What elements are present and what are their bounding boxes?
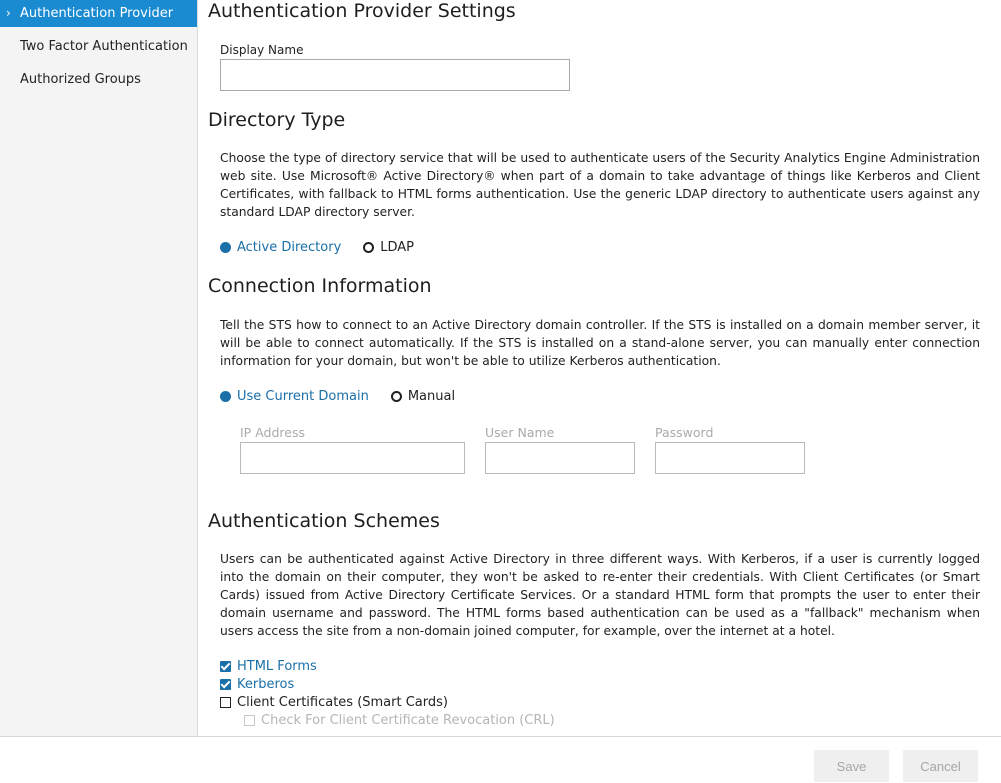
password-input[interactable] [655,442,805,474]
sidebar [0,0,198,736]
cancel-button[interactable]: Cancel [903,750,978,782]
directory-type-description: Choose the type of directory service that will be used to authenticate users of the Security Analytics Engine Administration web site. Use Microsoft® Active Directory® when part of a domain to take advantage of things like Kerberos and Client Certificates, with fallback to HTML forms authentication. Use the generic LDAP directory to authenticate users against any standard LDAP directory server. [220,151,980,219]
radio-unselected-icon [391,391,402,402]
radio-label: LDAP [380,240,415,255]
checkbox-label: Kerberos [237,677,295,692]
footer-bar [0,736,1001,783]
chevron-right-icon: › [6,6,11,20]
ip-address-label: IP Address [240,425,305,440]
active-directory-radio[interactable] [220,240,341,255]
checkbox-label: Client Certificates (Smart Cards) [237,695,448,710]
connection-radio-group [220,389,477,404]
save-button[interactable]: Save [814,750,889,782]
kerberos-checkbox[interactable] [220,677,294,692]
radio-label: Active Directory [237,240,342,255]
sidebar-item-label: Two Factor Authentication [20,39,188,54]
checkbox-disabled-icon [244,715,255,726]
radio-unselected-icon [363,242,374,253]
checkbox-checked-icon [220,679,231,690]
radio-label: Use Current Domain [237,389,369,404]
manual-radio[interactable] [391,389,455,404]
checkbox-label: Check For Client Certificate Revocation (CRL) [261,713,555,728]
radio-selected-icon [220,391,231,402]
sidebar-item-label: Authentication Provider [20,6,174,21]
provider-settings-title: Authentication Provider Settings [208,0,516,22]
radio-selected-icon [220,242,231,253]
checkbox-unchecked-icon [220,697,231,708]
display-name-label: Display Name [220,43,304,57]
sidebar-item-authorized-groups[interactable] [0,66,197,93]
directory-type-radio-group [220,240,436,255]
sidebar-item-label: Authorized Groups [20,72,141,87]
checkbox-label: HTML Forms [237,659,317,674]
user-name-input[interactable] [485,442,635,474]
use-current-domain-radio[interactable] [220,389,369,404]
ip-address-input[interactable] [240,442,465,474]
checkbox-checked-icon [220,661,231,672]
user-name-label: User Name [485,425,555,440]
directory-type-title: Directory Type [208,109,346,131]
radio-label: Manual [407,389,456,404]
authentication-schemes-title: Authentication Schemes [208,510,440,532]
html-forms-checkbox[interactable] [220,659,317,674]
connection-information-title: Connection Information [208,275,432,297]
connection-information-description: Tell the STS how to connect to an Active Directory domain controller. If the STS is installed on a domain member server, it will be able to connect automatically. If the STS is installed on a stand-alone server, you can manually enter connection information for your domain, but won't be able to utilize Kerberos authentication. [220,318,980,368]
crl-check-checkbox[interactable] [244,713,555,728]
sidebar-item-two-factor-authentication[interactable] [0,33,197,60]
authentication-schemes-description: Users can be authenticated against Active Directory in three different ways. With Kerberos, if a user is currently logged into the domain on their computer, they won't be asked to re-enter their credentials. With Client Certificates (or Smart Cards) issued from Active Directory Certificate Services. Or a standard HTML form that prompts the user to enter their domain username and password. The HTML forms based authentication can be used as a "fallback" mechanism when users access the site from a non-domain joined computer, for example, over the internet at a hotel. [220,552,980,638]
ldap-radio[interactable] [363,240,414,255]
sidebar-item-authentication-provider[interactable] [0,0,197,27]
display-name-input[interactable] [220,59,570,91]
password-label: Password [655,425,714,440]
client-certificates-checkbox[interactable] [220,695,448,710]
